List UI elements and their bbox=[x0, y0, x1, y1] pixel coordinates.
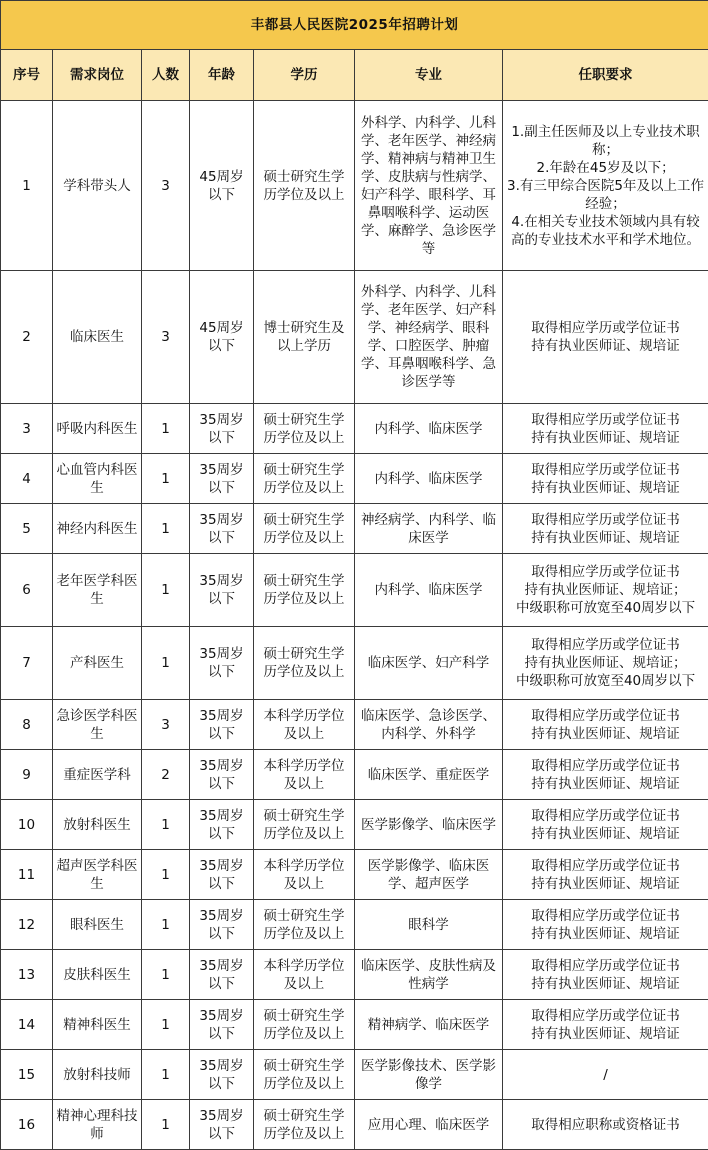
requirement-line: 持有执业医师证、规培证 bbox=[531, 479, 680, 496]
row-post: 临床医生 bbox=[53, 271, 142, 404]
requirement-line: 持有执业医师证、规培证 bbox=[531, 725, 680, 742]
table-row bbox=[1, 627, 708, 700]
row-age: 35周岁以下 bbox=[190, 950, 254, 1000]
row-post: 皮肤科医生 bbox=[53, 950, 142, 1000]
row-requirements bbox=[503, 554, 708, 627]
row-count: 1 bbox=[142, 627, 190, 700]
table-row bbox=[1, 1050, 708, 1100]
row-major: 医学影像技术、医学影像学 bbox=[355, 1050, 503, 1100]
requirement-line: 持有执业医师证、规培证； bbox=[524, 655, 687, 671]
row-post: 产科医生 bbox=[53, 627, 142, 700]
requirement-line: 持有执业医师证、规培证 bbox=[531, 429, 680, 446]
table-row bbox=[1, 1000, 708, 1050]
row-requirements bbox=[503, 750, 708, 800]
row-requirements bbox=[503, 1050, 708, 1100]
row-requirements bbox=[503, 700, 708, 750]
row-age: 35周岁以下 bbox=[190, 627, 254, 700]
row-major: 应用心理、临床医学 bbox=[355, 1100, 503, 1150]
row-number: 4 bbox=[1, 454, 53, 504]
row-age: 35周岁以下 bbox=[190, 750, 254, 800]
row-count: 1 bbox=[142, 504, 190, 554]
row-count: 1 bbox=[142, 1050, 190, 1100]
row-age: 35周岁以下 bbox=[190, 1000, 254, 1050]
row-number: 8 bbox=[1, 700, 53, 750]
table-row bbox=[1, 404, 708, 454]
requirement-line: 中级职称可放宽至40周岁以下 bbox=[515, 673, 696, 689]
row-number: 15 bbox=[1, 1050, 53, 1100]
row-post: 精神科医生 bbox=[53, 1000, 142, 1050]
requirement-line: 取得相应学历或学位证书 bbox=[531, 907, 680, 924]
header-count: 人数 bbox=[142, 50, 190, 101]
header-no: 序号 bbox=[1, 50, 53, 101]
row-number: 10 bbox=[1, 800, 53, 850]
row-number: 2 bbox=[1, 271, 53, 404]
row-number: 6 bbox=[1, 554, 53, 627]
row-number: 14 bbox=[1, 1000, 53, 1050]
requirement-line: / bbox=[603, 1066, 608, 1083]
row-post: 神经内科医生 bbox=[53, 504, 142, 554]
row-count: 1 bbox=[142, 950, 190, 1000]
requirement-line: 持有执业医师证、规培证 bbox=[531, 775, 680, 792]
row-education: 硕士研究生学历学位及以上 bbox=[254, 504, 355, 554]
header-post: 需求岗位 bbox=[53, 50, 142, 101]
row-education: 博士研究生及以上学历 bbox=[254, 271, 355, 404]
row-number: 7 bbox=[1, 627, 53, 700]
row-requirements bbox=[503, 950, 708, 1000]
row-major: 外科学、内科学、儿科学、老年医学、神经病学、精神病与精神卫生学、皮肤病与性病学、妇产科学、眼科学、耳鼻咽喉科学、运动医学、麻醉学、急诊医学等 bbox=[355, 101, 503, 271]
row-count: 3 bbox=[142, 700, 190, 750]
row-major: 精神病学、临床医学 bbox=[355, 1000, 503, 1050]
row-post: 放射科技师 bbox=[53, 1050, 142, 1100]
row-count: 3 bbox=[142, 271, 190, 404]
row-education: 硕士研究生学历学位及以上 bbox=[254, 554, 355, 627]
table-row bbox=[1, 101, 708, 271]
requirement-line: 取得相应学历或学位证书 bbox=[531, 564, 680, 580]
row-requirements bbox=[503, 504, 708, 554]
header-requirements: 任职要求 bbox=[503, 50, 708, 101]
row-count: 1 bbox=[142, 454, 190, 504]
table-row bbox=[1, 504, 708, 554]
row-number: 1 bbox=[1, 101, 53, 271]
row-major: 临床医学、急诊医学、内科学、外科学 bbox=[355, 700, 503, 750]
row-major: 外科学、内科学、儿科学、老年医学、妇产科学、神经病学、眼科学、口腔医学、肿瘤学、耳鼻咽喉科学、急诊医学等 bbox=[355, 271, 503, 404]
requirement-line: 取得相应学历或学位证书 bbox=[531, 757, 680, 774]
requirement-line: 持有执业医师证、规培证 bbox=[531, 975, 680, 992]
row-age: 35周岁以下 bbox=[190, 1100, 254, 1150]
row-post: 眼科医生 bbox=[53, 900, 142, 950]
row-post: 超声医学科医生 bbox=[53, 850, 142, 900]
row-major: 医学影像学、临床医学 bbox=[355, 800, 503, 850]
requirement-line: 取得相应学历或学位证书 bbox=[531, 857, 680, 874]
row-count: 1 bbox=[142, 404, 190, 454]
table-title: 丰都县人民医院2025年招聘计划 bbox=[1, 1, 708, 50]
row-post: 重症医学科 bbox=[53, 750, 142, 800]
row-education: 本科学历学位及以上 bbox=[254, 700, 355, 750]
row-major: 临床医学、妇产科学 bbox=[355, 627, 503, 700]
table-row bbox=[1, 454, 708, 504]
header-education: 学历 bbox=[254, 50, 355, 101]
row-education: 本科学历学位及以上 bbox=[254, 850, 355, 900]
row-education: 硕士研究生学历学位及以上 bbox=[254, 1050, 355, 1100]
row-post: 精神心理科技师 bbox=[53, 1100, 142, 1150]
row-number: 16 bbox=[1, 1100, 53, 1150]
table-row bbox=[1, 750, 708, 800]
requirement-line: 持有执业医师证、规培证 bbox=[531, 1025, 680, 1042]
row-education: 硕士研究生学历学位及以上 bbox=[254, 454, 355, 504]
requirement-line: 取得相应职称或资格证书 bbox=[531, 1116, 680, 1133]
table-row bbox=[1, 554, 708, 627]
requirement-line: 中级职称可放宽至40周岁以下 bbox=[515, 600, 696, 616]
row-major: 医学影像学、临床医学、超声医学 bbox=[355, 850, 503, 900]
requirement-line: 取得相应学历或学位证书 bbox=[531, 461, 680, 478]
row-age: 35周岁以下 bbox=[190, 404, 254, 454]
requirement-line: 取得相应学历或学位证书 bbox=[531, 957, 680, 974]
header-major: 专业 bbox=[355, 50, 503, 101]
row-requirements bbox=[503, 627, 708, 700]
row-requirements bbox=[503, 454, 708, 504]
row-requirements bbox=[503, 404, 708, 454]
row-major: 临床医学、皮肤性病及性病学 bbox=[355, 950, 503, 1000]
table-row bbox=[1, 800, 708, 850]
row-requirements bbox=[503, 800, 708, 850]
row-number: 11 bbox=[1, 850, 53, 900]
row-education: 硕士研究生学历学位及以上 bbox=[254, 101, 355, 271]
table-row bbox=[1, 271, 708, 404]
row-requirements bbox=[503, 271, 708, 404]
row-count: 3 bbox=[142, 101, 190, 271]
row-requirements bbox=[503, 850, 708, 900]
row-age: 45周岁以下 bbox=[190, 271, 254, 404]
row-age: 35周岁以下 bbox=[190, 800, 254, 850]
row-post: 心血管内科医生 bbox=[53, 454, 142, 504]
requirement-line: 取得相应学历或学位证书 bbox=[531, 807, 680, 824]
row-post: 学科带头人 bbox=[53, 101, 142, 271]
row-major: 内科学、临床医学 bbox=[355, 404, 503, 454]
requirement-line: 持有执业医师证、规培证 bbox=[531, 925, 680, 942]
row-post: 急诊医学科医生 bbox=[53, 700, 142, 750]
table-row bbox=[1, 1100, 708, 1150]
row-number: 13 bbox=[1, 950, 53, 1000]
table-row bbox=[1, 700, 708, 750]
table-row bbox=[1, 950, 708, 1000]
header-age: 年龄 bbox=[190, 50, 254, 101]
row-age: 35周岁以下 bbox=[190, 554, 254, 627]
row-requirements bbox=[503, 900, 708, 950]
requirement-line: 持有执业医师证、规培证 bbox=[531, 875, 680, 892]
requirement-line: 持有执业医师证、规培证 bbox=[531, 338, 680, 354]
row-education: 硕士研究生学历学位及以上 bbox=[254, 1000, 355, 1050]
table-row bbox=[1, 900, 708, 950]
row-education: 硕士研究生学历学位及以上 bbox=[254, 404, 355, 454]
row-age: 45周岁以下 bbox=[190, 101, 254, 271]
requirement-line: 持有执业医师证、规培证 bbox=[531, 825, 680, 842]
row-count: 1 bbox=[142, 1000, 190, 1050]
row-age: 35周岁以下 bbox=[190, 454, 254, 504]
requirement-line: 取得相应学历或学位证书 bbox=[531, 511, 680, 528]
row-age: 35周岁以下 bbox=[190, 504, 254, 554]
row-age: 35周岁以下 bbox=[190, 1050, 254, 1100]
row-age: 35周岁以下 bbox=[190, 850, 254, 900]
row-major: 临床医学、重症医学 bbox=[355, 750, 503, 800]
row-education: 本科学历学位及以上 bbox=[254, 950, 355, 1000]
requirement-line: 3.有三甲综合医院5年及以上工作经验； bbox=[507, 177, 705, 212]
row-count: 1 bbox=[142, 1100, 190, 1150]
row-count: 1 bbox=[142, 900, 190, 950]
requirement-line: 取得相应学历或学位证书 bbox=[531, 707, 680, 724]
requirement-line: 取得相应学历或学位证书 bbox=[531, 637, 680, 653]
row-major: 内科学、临床医学 bbox=[355, 554, 503, 627]
row-count: 1 bbox=[142, 800, 190, 850]
requirement-line: 持有执业医师证、规培证； bbox=[524, 582, 687, 598]
row-requirements bbox=[503, 1000, 708, 1050]
row-count: 2 bbox=[142, 750, 190, 800]
requirement-line: 4.在相关专业技术领域内具有较高的专业技术水平和学术地位。 bbox=[511, 213, 701, 248]
row-count: 1 bbox=[142, 850, 190, 900]
row-number: 3 bbox=[1, 404, 53, 454]
row-post: 老年医学科医生 bbox=[53, 554, 142, 627]
row-post: 放射科医生 bbox=[53, 800, 142, 850]
row-major: 神经病学、内科学、临床医学 bbox=[355, 504, 503, 554]
requirement-line: 持有执业医师证、规培证 bbox=[531, 529, 680, 546]
row-requirements bbox=[503, 101, 708, 271]
row-major: 眼科学 bbox=[355, 900, 503, 950]
row-major: 内科学、临床医学 bbox=[355, 454, 503, 504]
header-row bbox=[1, 50, 708, 101]
row-age: 35周岁以下 bbox=[190, 900, 254, 950]
row-education: 硕士研究生学历学位及以上 bbox=[254, 1100, 355, 1150]
row-post: 呼吸内科医生 bbox=[53, 404, 142, 454]
row-count: 1 bbox=[142, 554, 190, 627]
row-requirements bbox=[503, 1100, 708, 1150]
row-education: 本科学历学位及以上 bbox=[254, 750, 355, 800]
row-number: 5 bbox=[1, 504, 53, 554]
requirement-line: 2.年龄在45岁及以下； bbox=[536, 159, 675, 176]
row-age: 35周岁以下 bbox=[190, 700, 254, 750]
row-education: 硕士研究生学历学位及以上 bbox=[254, 800, 355, 850]
requirement-line: 取得相应学历或学位证书 bbox=[531, 320, 680, 336]
table-row bbox=[1, 850, 708, 900]
requirement-line: 取得相应学历或学位证书 bbox=[531, 1007, 680, 1024]
row-education: 硕士研究生学历学位及以上 bbox=[254, 900, 355, 950]
requirement-line: 1.副主任医师及以上专业技术职称； bbox=[511, 123, 700, 158]
row-number: 12 bbox=[1, 900, 53, 950]
row-education: 硕士研究生学历学位及以上 bbox=[254, 627, 355, 700]
requirement-line: 取得相应学历或学位证书 bbox=[531, 411, 680, 428]
row-number: 9 bbox=[1, 750, 53, 800]
